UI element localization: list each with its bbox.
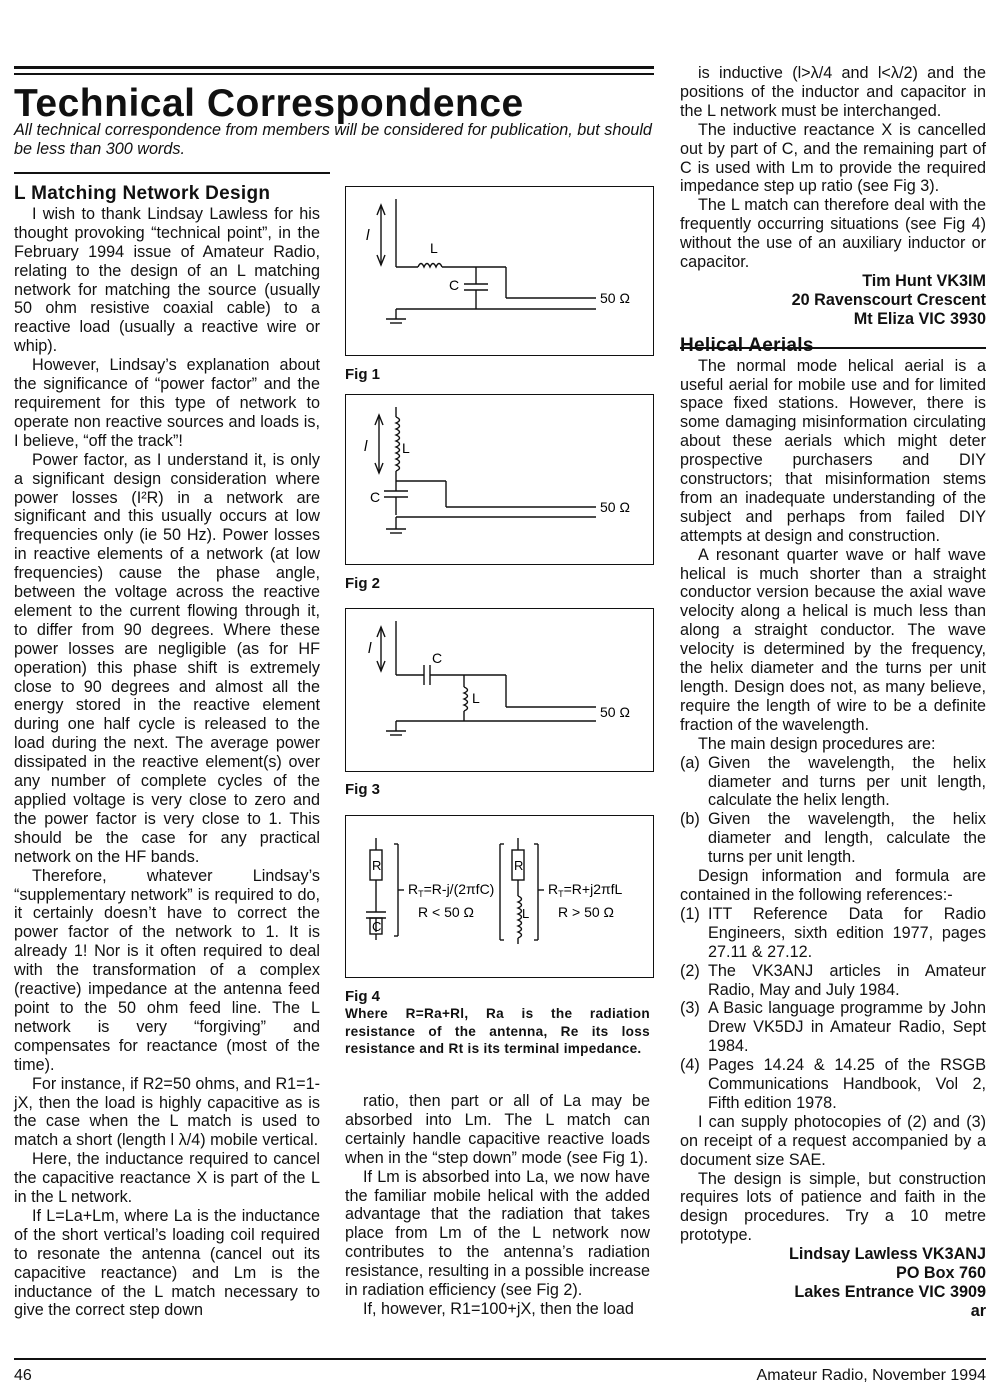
footer-rule xyxy=(14,1358,986,1360)
figure-1-ohm-label: 50 Ω xyxy=(600,290,630,306)
figure-2-ohm-label: 50 Ω xyxy=(600,499,630,515)
article-column-2 xyxy=(345,1092,650,1319)
figure-2-box xyxy=(345,394,654,565)
figure-4-left-resistor-label: R xyxy=(372,858,382,873)
figure-4-right-inductor-label: L xyxy=(522,906,530,921)
paragraph: A resonant quarter wave or half wave helical is much shorter than a straight conductor version because the axial wave velocity along a helical is much less than along a straight conductor. The wave velocity is determined by the frequency, the helix diameter and the turns per unit length. Design does not, as many believe, require the length of wire to be a definite fraction of the wavelength. xyxy=(680,545,986,734)
procedure-item-number: (a) xyxy=(680,753,700,772)
page-title: Technical Correspondence xyxy=(14,82,524,125)
figure-3-capacitor-label: C xyxy=(432,650,443,666)
figure-4-description: Where R=Ra+Rl, Ra is the radiation resistance of the antenna, Re its loss resistance and Rt is its terminal impedance. xyxy=(345,1006,650,1056)
paragraph: The L match can therefore deal with the frequently occurring situations (see Fig 4) without the use of an auxiliary inductor or capacitor. xyxy=(680,196,986,272)
paragraph: The normal mode helical aerial is a useful aerial for mobile use and for limited space fixed stations. However, there is some damaging misinformation circulating about these aerials which might deter prospective purchasers and DIY constructors; that misinformation stems from an inadequate understanding of the subject and perhaps from failed DIY attempts at design and construction. xyxy=(680,356,986,545)
figure-3-box xyxy=(345,608,654,772)
figure-1-caption: Fig 1 xyxy=(345,366,381,383)
procedure-item xyxy=(680,810,986,867)
article-heading-helical: Helical Aerials xyxy=(680,334,814,356)
reference-item-number: (4) xyxy=(680,1056,700,1075)
figure-2-l-label: l xyxy=(364,438,368,455)
figure-3-inductor-label: L xyxy=(472,690,480,706)
paragraph: If, however, R1=100+jX, then the load xyxy=(363,1299,634,1318)
paragraph: Power factor, as I understand it, is only a significant design consideration where power losses (I²R) in a network are significant and this usually occurs at low frequencies only (ie 50 Hz). Power losses in reactive elements of a network (at low frequencies) cause the phase angle, between the voltage across the reactive element to the current flowing through it, to differ from 90 degrees. Where these power losses are negligible (as for HF operation) this phase shift is extremely close to 90 degrees and almost all the energy stored in the reactive element during one half cycle is released to the load during the next. The average power dissipated in the reactive element(s) over any number of complete cycles of the applied voltage is very close to zero and the power factor is very close to 1. This should be the case for any practical network on the HF bands. xyxy=(14,450,320,866)
figure-3-ohm-label: 50 Ω xyxy=(600,704,630,720)
signature-line: Tim Hunt VK3IM xyxy=(862,271,986,290)
article-column-1 xyxy=(14,185,320,1320)
reference-item-number: (3) xyxy=(680,999,700,1018)
paragraph: I wish to thank Lindsay Lawless for his thought provoking “technical point”, in the February 1994 issue of Amateur Radio, relating to the design of an L matching network for matching the source (usually 50 ohm resistive coaxial cable) to a reactive load (usually a reactive wire or whip). xyxy=(14,204,320,356)
paragraph: Therefore, whatever Lindsay’s “supplementary network” is required to do, it certainly doesn’t have to correct the power factor of the network to 1. It is already 1! Nor is it often required to deal with the transformation of a complex (reactive) impedance at the antenna feed point to the 50 ohm feed line. The L network is very “forgiving” and compensates for reactance (most of the time). xyxy=(14,866,320,1074)
figure-3-l-label: l xyxy=(368,640,372,657)
figure-1-box xyxy=(345,186,654,356)
figure-2-capacitor-label: C xyxy=(370,489,381,505)
paragraph: If Lm is absorbed into La, we now have the familiar mobile helical with the added advantage that the radiation that takes place from Lm of the L network now contributes to the antenna’s radiation resistance, resulting in a possible increase in radiation efficiency (see Fig 2). xyxy=(345,1167,650,1300)
reference-item xyxy=(680,962,986,1000)
reference-item-text: ITT Reference Data for Radio Engineers, sixth edition 1977, pages 27.11 & 27.12. xyxy=(708,904,986,961)
paragraph: I can supply photocopies of (2) and (3) on receipt of a request accompanied by a document size SAE. xyxy=(680,1112,986,1169)
figure-2-inductor-label: L xyxy=(402,440,410,456)
paragraph: is inductive (l>λ/4 and l<λ/2) and the positions of the inductor and capacitor in the L network must be interchanged. xyxy=(680,64,986,120)
reference-item xyxy=(680,999,986,1056)
procedure-item-text: Given the wavelength, the helix diameter and length, calculate the turns per unit length. xyxy=(708,810,986,867)
reference-item xyxy=(680,1056,986,1113)
paragraph: If L=La+Lm, where La is the inductance of the short vertical’s loading coil required to resonate the antenna (cancel out its capacitive reactance) and Lm is the inductance of the L match necessary to give the correct step down xyxy=(14,1206,320,1320)
procedure-item-number: (b) xyxy=(680,810,700,829)
signature-line: PO Box 760 xyxy=(896,1264,986,1283)
figure-1-diagram xyxy=(346,187,652,354)
figure-4-left-equation: $R_T=R-j/(2\pi fC)$ xyxy=(408,881,495,899)
reference-item-text: A Basic language programme by John Drew VK5DJ in Amateur Radio, Sept 1984. xyxy=(708,999,986,1056)
paragraph: For instance, if R2=50 ohms, and R1=1-jX, then the load is highly capacitive as is the case when the L match is used to match a short (length l λ/4) mobile vertical. xyxy=(14,1074,320,1150)
figure-4-right-equation: $R_T=R+j2\pi fL$ xyxy=(548,881,623,899)
signature-line: Mt Eliza VIC 3930 xyxy=(853,309,986,328)
intro-rule xyxy=(14,172,330,174)
figure-1-capacitor-label: C xyxy=(449,277,460,293)
paragraph: The design is simple, but construction requires lots of patience and faith in the design procedures. Try a 10 metre prototype. xyxy=(680,1169,986,1245)
signature-line: 20 Ravenscourt Crescent xyxy=(791,290,986,309)
figure-4-caption: Fig 4 xyxy=(345,988,381,1005)
reference-item-text: Pages 14.24 & 14.25 of the RSGB Communications Handbook, Vol 2, Fifth edition 1978. xyxy=(708,1056,986,1112)
figure-1-inductor-label: L xyxy=(430,240,438,256)
article-heading: L Matching Network Design xyxy=(14,183,271,204)
reference-item-number: (1) xyxy=(680,904,700,923)
reference-item-text: The VK3ANJ articles in Amateur Radio, May and July 1984. xyxy=(708,961,986,999)
paragraph: Here, the inductance required to cancel the capacitive reactance X is part of the L in the L network. xyxy=(14,1150,320,1207)
signature-line: Lakes Entrance VIC 3909 xyxy=(794,1283,986,1301)
figure-2-caption: Fig 2 xyxy=(345,575,381,592)
procedure-item-text: Given the wavelength, the helix diameter and turns per unit length, calculate the helix length. xyxy=(708,753,986,810)
header-rule-top xyxy=(14,66,654,69)
figure-2-diagram xyxy=(346,395,652,563)
paragraph: ratio, then part or all of La may be absorbed into Lm. The L match can certainly handle capacitive reactive loads when in the “step down” mode (see Fig 1). xyxy=(345,1092,650,1167)
article-column-3 xyxy=(680,64,986,1321)
figure-4-right-resistor-label: R xyxy=(514,858,524,873)
header-rule-bottom xyxy=(14,73,654,75)
publication-footer: Amateur Radio, November 1994 xyxy=(756,1367,986,1384)
reference-item xyxy=(680,905,986,962)
procedure-item xyxy=(680,754,986,811)
signature-line: Lindsay Lawless VK3ANJ xyxy=(788,1245,986,1264)
figure-4-box xyxy=(345,815,654,978)
paragraph: The main design procedures are: xyxy=(698,734,936,753)
figure-4-right-condition: R > 50 Ω xyxy=(558,904,614,920)
paragraph: Design information and formula are contained in the following references:- xyxy=(680,867,986,904)
paragraph: The inductive reactance X is cancelled out by part of C, and the remaining part of C is used with Lm to provide the required impedance step up ratio (see Fig 3). xyxy=(680,120,986,196)
figure-4-left-condition: R < 50 Ω xyxy=(418,904,474,920)
page-number: 46 xyxy=(14,1367,32,1384)
figure-3-caption: Fig 3 xyxy=(345,781,381,798)
figure-3-diagram xyxy=(346,609,652,770)
figure-4-left-capacitor-label: C xyxy=(372,919,382,934)
figure-4-diagram xyxy=(346,816,652,976)
intro-text: All technical correspondence from members will be considered for publication, but should be less than 300 words. xyxy=(14,121,652,158)
reference-item-number: (2) xyxy=(680,961,700,980)
paragraph: However, Lindsay’s explanation about the significance of “power factor” and the requirement for this type of network to operate non reactive sources and loads is, I believe, “off the track”! xyxy=(14,356,320,450)
signature-line: ar xyxy=(970,1301,986,1320)
figure-1-l-label: l xyxy=(366,227,370,244)
